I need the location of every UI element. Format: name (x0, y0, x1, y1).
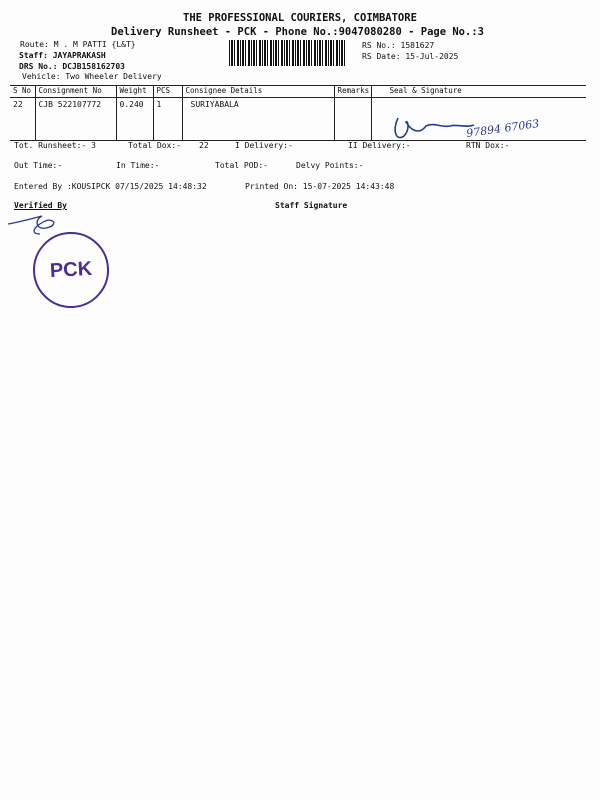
header-remarks: Remarks (334, 86, 371, 98)
header-pcs: PCS (153, 86, 182, 98)
rtn-dox: RTN Dox:- (466, 141, 510, 150)
drs-number-field: DRS No.: DCJB158162703 (19, 62, 125, 71)
vehicle-field: Vehicle: Two Wheeler Delivery (22, 72, 162, 81)
tot-runsheet: Tot. Runsheet:- 3 (14, 141, 96, 150)
table-header-row (10, 86, 586, 98)
rs-number-field: RS No.: 1581627 (362, 41, 435, 50)
entered-by: Entered By :KOUSIPCK 07/15/2025 14:48:32 (14, 182, 207, 191)
stamp-text: PCK (49, 257, 93, 282)
total-dox-label: Total Dox:- (128, 141, 181, 150)
total-dox-value: 22 (199, 141, 209, 150)
barcode (229, 40, 347, 66)
cell-remarks (334, 98, 371, 141)
staff-field: Staff: JAYAPRAKASH (19, 51, 106, 60)
header-consignment-no: Consignment No (35, 86, 116, 98)
runsheet-title: Delivery Runsheet - PCK - Phone No.:9047080280 - Page No.:3 (111, 26, 484, 38)
i-delivery: I Delivery:- (235, 141, 293, 150)
cell-pcs: 1 (153, 98, 182, 141)
ii-delivery: II Delivery:- (348, 141, 411, 150)
route-field: Route: M . M PATTI {L&T} (20, 40, 136, 49)
pck-stamp (31, 230, 111, 310)
verified-by-label: Verified By (14, 201, 67, 210)
cell-consignee: SURIYABALA (182, 98, 334, 141)
out-time: Out Time:- (14, 161, 63, 170)
cell-sno: 22 (10, 98, 35, 141)
printed-on: Printed On: 15-07-2025 14:43:48 (245, 182, 395, 191)
header-weight: Weight (116, 86, 153, 98)
cell-consignment-no: CJB 522107772 (35, 98, 116, 141)
in-time: In Time:- (116, 161, 160, 170)
staff-signature-label: Staff Signature (275, 201, 348, 210)
handwritten-phone: 97894 67063 (465, 116, 541, 141)
header-consignee-details: Consignee Details (182, 86, 334, 98)
delvy-points: Delvy Points:- (296, 161, 364, 170)
rs-date-field: RS Date: 15-Jul-2025 (362, 52, 459, 61)
total-pod: Total POD:- (215, 161, 268, 170)
header-sno: S No (10, 86, 35, 98)
header-seal-signature: Seal & Signature (371, 86, 586, 98)
cell-weight: 0.240 (116, 98, 153, 141)
company-title: THE PROFESSIONAL COURIERS, COIMBATORE (183, 12, 417, 24)
